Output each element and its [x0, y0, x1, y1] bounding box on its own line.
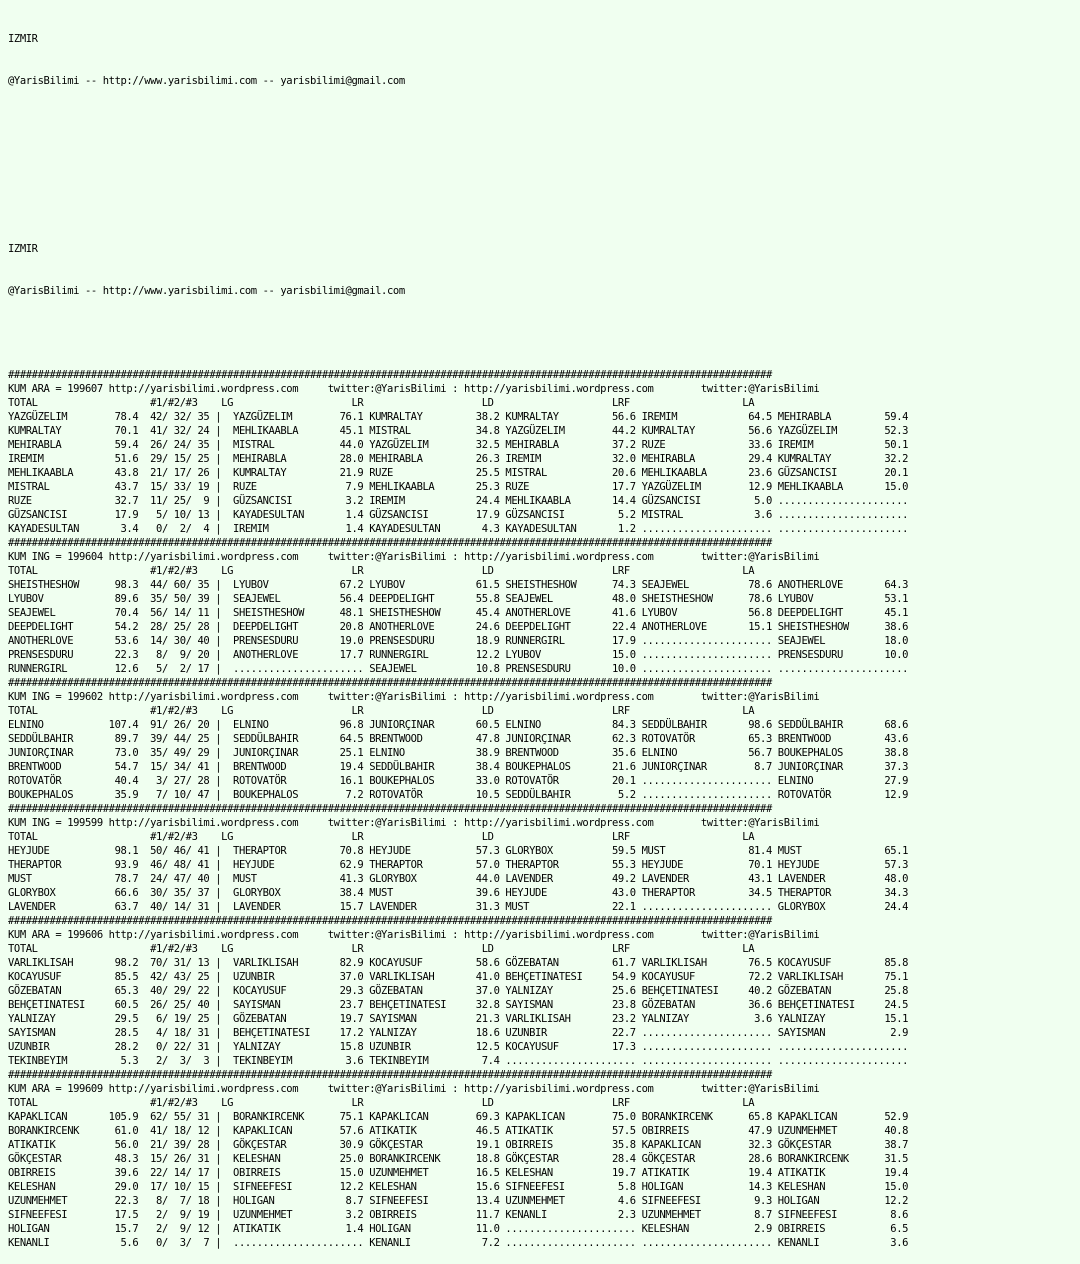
column-header: TOTAL #1/#2/#3 LG LR LD LRF LA [8, 565, 755, 577]
race-title: KUM ARA = 199609 http://yarisbilimi.wordpress.com twitter:@YarisBilimi : http://yarisbilimi.wordpress.com twitter:@YarisBilimi [8, 1083, 820, 1095]
separator-line: ################################################################################################################################# [8, 803, 772, 815]
column-header: TOTAL #1/#2/#3 LG LR LD LRF LA [8, 831, 755, 843]
table-row: YAZGÜZELIM 78.4 42/ 32/ 35 | YAZGÜZELIM 76.1 KUMRALTAY 38.2 KUMRALTAY 56.6 IREMIM 64.5 MEHIRABLA 59.4 [8, 411, 909, 423]
race-title: KUM ARA = 199606 http://yarisbilimi.wordpress.com twitter:@YarisBilimi : http://yarisbilimi.wordpress.com twitter:@YarisBilimi [8, 929, 820, 941]
table-row: OBIRREIS 39.6 22/ 14/ 17 | OBIRREIS 15.0 UZUNMEHMET 16.5 KELESHAN 19.7 ATIKATIK 19.4 ATIKATIK 19.4 [8, 1167, 909, 1179]
table-row: ANOTHERLOVE 53.6 14/ 30/ 40 | PRENSESDURU 19.0 PRENSESDURU 18.9 RUNNERGIRL 17.9 ...................... SEAJEWEL 18.0 [8, 635, 909, 647]
table-row: RUZE 32.7 11/ 25/ 9 | GÜZSANCISI 3.2 IREMIM 24.4 MEHLIKAABLA 14.4 GÜZSANCISI 5.0 ...................... [8, 495, 909, 507]
table-row: KUMRALTAY 70.1 41/ 32/ 24 | MEHLIKAABLA 45.1 MISTRAL 34.8 YAZGÜZELIM 44.2 KUMRALTAY 56.6 YAZGÜZELIM 52.3 [8, 425, 909, 437]
table-row: HOLIGAN 15.7 2/ 9/ 12 | ATIKATIK 1.4 HOLIGAN 11.0 ...................... KELESHAN 2.9 OBIRREIS 6.5 [8, 1223, 909, 1235]
report-title: IZMIR [8, 243, 38, 255]
table-row: SIFNEEFESI 17.5 2/ 9/ 19 | UZUNMEHMET 3.2 OBIRREIS 11.7 KENANLI 2.3 UZUNMEHMET 8.7 SIFNEEFESI 8.6 [8, 1209, 909, 1221]
table-row: SHEISTHESHOW 98.3 44/ 60/ 35 | LYUBOV 67.2 LYUBOV 61.5 SHEISTHESHOW 74.3 SEAJEWEL 78.6 ANOTHERLOVE 64.3 [8, 579, 909, 591]
table-row: SEDDÜLBAHIR 89.7 39/ 44/ 25 | SEDDÜLBAHIR 64.5 BRENTWOOD 47.8 JUNIORÇINAR 62.3 ROTOVATÖR 65.3 BRENTWOOD 43.6 [8, 733, 909, 745]
table-row: JUNIORÇINAR 73.0 35/ 49/ 29 | JUNIORÇINAR 25.1 ELNINO 38.9 BRENTWOOD 35.6 ELNINO 56.7 BOUKEPHALOS 38.8 [8, 747, 909, 759]
table-row: ATIKATIK 56.0 21/ 39/ 28 | GÖKÇESTAR 30.9 GÖKÇESTAR 19.1 OBIRREIS 35.8 KAPAKLICAN 32.3 GÖKÇESTAR 38.7 [8, 1139, 909, 1151]
table-row: KAPAKLICAN 105.9 62/ 55/ 31 | BORANKIRCENK 75.1 KAPAKLICAN 69.3 KAPAKLICAN 75.0 BORANKIRCENK 65.8 KAPAKLICAN 52.9 [8, 1111, 909, 1123]
separator-line: ################################################################################################################################# [8, 915, 772, 927]
table-row: GÖKÇESTAR 48.3 15/ 26/ 31 | KELESHAN 25.0 BORANKIRCENK 18.8 GÖKÇESTAR 28.4 GÖKÇESTAR 28.6 BORANKIRCENK 31.5 [8, 1153, 909, 1165]
table-row: UZUNMEHMET 22.3 8/ 7/ 18 | HOLIGAN 8.7 SIFNEEFESI 13.4 UZUNMEHMET 4.6 SIFNEEFESI 9.3 HOLIGAN 12.2 [8, 1195, 909, 1207]
table-row: LAVENDER 63.7 40/ 14/ 31 | LAVENDER 15.7 LAVENDER 31.3 MUST 22.1 ...................... GLORYBOX 24.4 [8, 901, 909, 913]
table-row: SEAJEWEL 70.4 56/ 14/ 11 | SHEISTHESHOW 48.1 SHEISTHESHOW 45.4 ANOTHERLOVE 41.6 LYUBOV 56.8 DEEPDELIGHT 45.1 [8, 607, 909, 619]
blank-line [8, 116, 1080, 130]
table-row: KENANLI 5.6 0/ 3/ 7 | ...................... KENANLI 7.2 ...................... ...................... KENANLI 3.6 [8, 1237, 909, 1249]
blank-line [8, 158, 1080, 172]
race-section [8, 1068, 1080, 1250]
race-title: KUM ARA = 199607 http://yarisbilimi.wordpress.com twitter:@YarisBilimi : http://yarisbilimi.wordpress.com twitter:@YarisBilimi [8, 383, 820, 395]
table-row: MISTRAL 43.7 15/ 33/ 19 | RUZE 7.9 MEHLIKAABLA 25.3 RUZE 17.7 YAZGÜZELIM 12.9 MEHLIKAABLA 15.0 [8, 481, 909, 493]
blank-line [8, 326, 1080, 340]
table-row: GLORYBOX 66.6 30/ 35/ 37 | GLORYBOX 38.4 MUST 39.6 HEYJUDE 43.0 THERAPTOR 34.5 THERAPTOR 34.3 [8, 887, 909, 899]
table-row: GÖZEBATAN 65.3 40/ 29/ 22 | KOCAYUSUF 29.3 GÖZEBATAN 37.0 YALNIZAY 25.6 BEHÇETINATESI 40.2 GÖZEBATAN 25.8 [8, 985, 909, 997]
table-row: GÜZSANCISI 17.9 5/ 10/ 13 | KAYADESULTAN 1.4 GÜZSANCISI 17.9 GÜZSANCISI 5.2 MISTRAL 3.6 ...................... [8, 509, 909, 521]
table-row: MUST 78.7 24/ 47/ 40 | MUST 41.3 GLORYBOX 44.0 LAVENDER 49.2 LAVENDER 43.1 LAVENDER 48.0 [8, 873, 909, 885]
contact-line: @YarisBilimi -- http://www.yarisbilimi.com -- yarisbilimi@gmail.com [8, 75, 405, 87]
table-row: MEHIRABLA 59.4 26/ 24/ 35 | MISTRAL 44.0 YAZGÜZELIM 32.5 MEHIRABLA 37.2 RUZE 33.6 IREMIM 50.1 [8, 439, 909, 451]
table-row: LYUBOV 89.6 35/ 50/ 39 | SEAJEWEL 56.4 DEEPDELIGHT 55.8 SEAJEWEL 48.0 SHEISTHESHOW 78.6 LYUBOV 53.1 [8, 593, 909, 605]
table-row: BOUKEPHALOS 35.9 7/ 10/ 47 | BOUKEPHALOS 7.2 ROTOVATÖR 10.5 SEDDÜLBAHIR 5.2 ...................... ROTOVATÖR 12.9 [8, 789, 909, 801]
race-section [8, 914, 1080, 1068]
table-row: ELNINO 107.4 91/ 26/ 20 | ELNINO 96.8 JUNIORÇINAR 60.5 ELNINO 84.3 SEDDÜLBAHIR 98.6 SEDDÜLBAHIR 68.6 [8, 719, 909, 731]
table-row: YALNIZAY 29.5 6/ 19/ 25 | GÖZEBATAN 19.7 SAYISMAN 21.3 VARLIKLISAH 23.2 YALNIZAY 3.6 YALNIZAY 15.1 [8, 1013, 909, 1025]
separator-line: ################################################################################################################################# [8, 677, 772, 689]
race-section [8, 536, 1080, 676]
race-section [8, 368, 1080, 536]
race-section [8, 802, 1080, 914]
race-sections [8, 368, 1080, 1250]
table-row: HEYJUDE 98.1 50/ 46/ 41 | THERAPTOR 70.8 HEYJUDE 57.3 GLORYBOX 59.5 MUST 81.4 MUST 65.1 [8, 845, 909, 857]
table-row: PRENSESDURU 22.3 8/ 9/ 20 | ANOTHERLOVE 17.7 RUNNERGIRL 12.2 LYUBOV 15.0 ...................... PRENSESDURU 10.0 [8, 649, 909, 661]
table-row: BORANKIRCENK 61.0 41/ 18/ 12 | KAPAKLICAN 57.6 ATIKATIK 46.5 ATIKATIK 57.5 OBIRREIS 47.9 UZUNMEHMET 40.8 [8, 1125, 909, 1137]
separator-line: ################################################################################################################################# [8, 1069, 772, 1081]
table-row: BEHÇETINATESI 60.5 26/ 25/ 40 | SAYISMAN 23.7 BEHÇETINATESI 32.8 SAYISMAN 23.8 GÖZEBATAN 36.6 BEHÇETINATESI 24.5 [8, 999, 909, 1011]
table-row: BRENTWOOD 54.7 15/ 34/ 41 | BRENTWOOD 19.4 SEDDÜLBAHIR 38.4 BOUKEPHALOS 21.6 JUNIORÇINAR 8.7 JUNIORÇINAR 37.3 [8, 761, 909, 773]
column-header: TOTAL #1/#2/#3 LG LR LD LRF LA [8, 705, 755, 717]
table-row: RUNNERGIRL 12.6 5/ 2/ 17 | ...................... SEAJEWEL 10.8 PRENSESDURU 10.0 ...................... ...................... [8, 663, 909, 675]
contact-line: @YarisBilimi -- http://www.yarisbilimi.com -- yarisbilimi@gmail.com [8, 285, 405, 297]
race-title: KUM ING = 199599 http://yarisbilimi.wordpress.com twitter:@YarisBilimi : http://yarisbilimi.wordpress.com twitter:@YarisBilimi [8, 817, 820, 829]
race-title: KUM ING = 199604 http://yarisbilimi.wordpress.com twitter:@YarisBilimi : http://yarisbilimi.wordpress.com twitter:@YarisBilimi [8, 551, 820, 563]
table-row: VARLIKLISAH 98.2 70/ 31/ 13 | VARLIKLISAH 82.9 KOCAYUSUF 58.6 GÖZEBATAN 61.7 VARLIKLISAH 76.5 KOCAYUSUF 85.8 [8, 957, 909, 969]
blank-line [8, 200, 1080, 214]
table-row: TEKINBEYIM 5.3 2/ 3/ 3 | TEKINBEYIM 3.6 TEKINBEYIM 7.4 ...................... ...................... ...................... [8, 1055, 909, 1067]
table-row: KELESHAN 29.0 17/ 10/ 15 | SIFNEEFESI 12.2 KELESHAN 15.6 SIFNEEFESI 5.8 HOLIGAN 14.3 KELESHAN 15.0 [8, 1181, 909, 1193]
column-header: TOTAL #1/#2/#3 LG LR LD LRF LA [8, 397, 755, 409]
separator-line: ################################################################################################################################# [8, 537, 772, 549]
table-row: MEHLIKAABLA 43.8 21/ 17/ 26 | KUMRALTAY 21.9 RUZE 25.5 MISTRAL 20.6 MEHLIKAABLA 23.6 GÜZSANCISI 20.1 [8, 467, 909, 479]
race-title: KUM ING = 199602 http://yarisbilimi.wordpress.com twitter:@YarisBilimi : http://yarisbilimi.wordpress.com twitter:@YarisBilimi [8, 691, 820, 703]
separator-line: ################################################################################################################################# [8, 369, 772, 381]
table-row: UZUNBIR 28.2 0/ 22/ 31 | YALNIZAY 15.8 UZUNBIR 12.5 KOCAYUSUF 17.3 ...................... ...................... [8, 1041, 909, 1053]
race-section [8, 676, 1080, 802]
table-row: IREMIM 51.6 29/ 15/ 25 | MEHIRABLA 28.0 MEHIRABLA 26.3 IREMIM 32.0 MEHIRABLA 29.4 KUMRALTAY 32.2 [8, 453, 909, 465]
column-header: TOTAL #1/#2/#3 LG LR LD LRF LA [8, 943, 755, 955]
table-row: SAYISMAN 28.5 4/ 18/ 31 | BEHÇETINATESI 17.2 YALNIZAY 18.6 UZUNBIR 22.7 ...................... SAYISMAN 2.9 [8, 1027, 909, 1039]
table-row: ROTOVATÖR 40.4 3/ 27/ 28 | ROTOVATÖR 16.1 BOUKEPHALOS 33.0 ROTOVATÖR 20.1 ...................... ELNINO 27.9 [8, 775, 909, 787]
column-header: TOTAL #1/#2/#3 LG LR LD LRF LA [8, 1097, 755, 1109]
report-title: IZMIR [8, 33, 38, 45]
table-row: DEEPDELIGHT 54.2 28/ 25/ 28 | DEEPDELIGHT 20.8 ANOTHERLOVE 24.6 DEEPDELIGHT 22.4 ANOTHERLOVE 15.1 SHEISTHESHOW 38.6 [8, 621, 909, 633]
table-row: KOCAYUSUF 85.5 42/ 43/ 25 | UZUNBIR 37.0 VARLIKLISAH 41.0 BEHÇETINATESI 54.9 KOCAYUSUF 72.2 VARLIKLISAH 75.1 [8, 971, 909, 983]
table-row: THERAPTOR 93.9 46/ 48/ 41 | HEYJUDE 62.9 THERAPTOR 57.0 THERAPTOR 55.3 HEYJUDE 70.1 HEYJUDE 57.3 [8, 859, 909, 871]
table-row: KAYADESULTAN 3.4 0/ 2/ 4 | IREMIM 1.4 KAYADESULTAN 4.3 KAYADESULTAN 1.2 ...................... ...................... [8, 523, 909, 535]
